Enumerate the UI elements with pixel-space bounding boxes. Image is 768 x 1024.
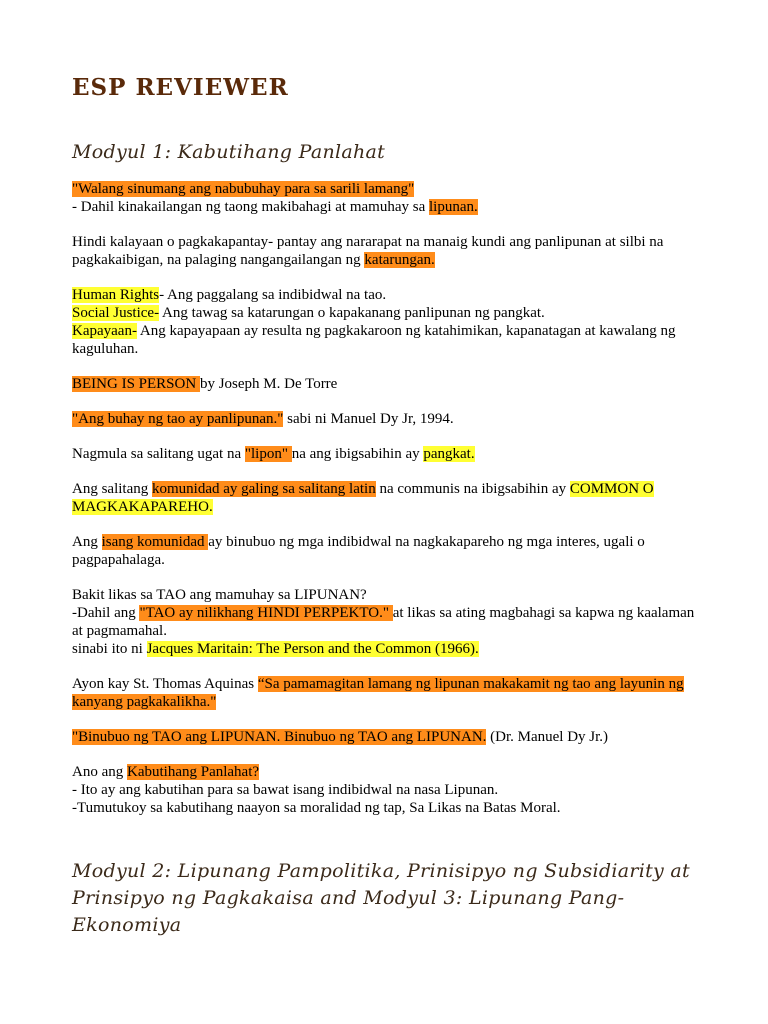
text-run: at likas sa ating magbahagi sa kapwa ng kaalaman at pagmamahal.: [72, 605, 695, 639]
text-run: Ayon kay St. Thomas Aquinas: [72, 676, 258, 692]
highlight-orange: "TAO ay nilikhang HINDI PERPEKTO.": [139, 605, 393, 621]
highlight-orange: lipunan.: [428, 199, 478, 215]
text-run: Ano ang: [72, 764, 127, 780]
highlight-yellow: pangkat.: [423, 446, 475, 462]
paragraph: [72, 763, 702, 817]
highlight-yellow: Human Rights: [72, 287, 160, 303]
text-run: -Tumutukoy sa kabutihang naayon sa moralidad ng tap, Sa Likas na Batas Moral.: [72, 800, 561, 816]
highlight-orange: "lipon": [244, 446, 292, 462]
highlight-orange: katarungan.: [364, 252, 435, 268]
highlight-yellow: Jacques Maritain: The Person and the Common (1966).: [146, 641, 479, 657]
highlight-orange: "Binubuo ng TAO ang LIPUNAN. Binubuo ng TAO ang LIPUNAN.: [72, 729, 487, 745]
paragraph: [72, 675, 702, 711]
text-run: Ang kapayapaan ay resulta ng pagkakaroon ng katahimikan, kapanatagan at kawalang ng kaguluhan.: [72, 323, 676, 357]
highlight-orange: "Walang sinumang ang nabubuhay para sa sarili lamang": [72, 181, 415, 197]
text-run: sabi ni Manuel Dy Jr, 1994.: [283, 411, 454, 427]
text-run: by Joseph M. De Torre: [199, 376, 338, 392]
highlight-yellow: COMMON O MAGKAKAPAREHO.: [72, 481, 654, 515]
document-body: [72, 180, 702, 834]
text-run: ay binubuo ng mga indibidwal na nagkakapareho ng mga interes, ugali o pagpapahalaga.: [72, 534, 645, 568]
paragraph: [72, 533, 702, 569]
highlight-orange: BEING IS PERSON: [72, 376, 200, 392]
highlight-orange: Kabutihang Panlahat?: [127, 764, 260, 780]
paragraph: [72, 233, 702, 269]
modyul-1-heading: Modyul 1: Kabutihang Panlahat: [72, 141, 386, 163]
text-run: Ang: [72, 534, 102, 550]
text-run: Ang tawag sa katarungan o kapakanang panlipunan ng pangkat.: [159, 305, 545, 321]
text-run: na ang ibigsabihin ay: [291, 446, 424, 462]
text-run: (Dr. Manuel Dy Jr.): [486, 729, 609, 745]
highlight-orange: "Ang buhay ng tao ay panlipunan.": [72, 411, 284, 427]
highlight-orange: komunidad ay galing sa salitang latin: [152, 481, 376, 497]
definitions: [72, 286, 702, 358]
text-run: - Ito ay ang kabutihan para sa bawat isang indibidwal na nasa Lipunan.: [72, 782, 499, 798]
paragraph: [72, 410, 702, 428]
document-title: ESP REVIEWER: [72, 74, 289, 101]
paragraph: [72, 586, 702, 658]
paragraph: [72, 728, 702, 746]
paragraph: [72, 445, 702, 463]
text-run: Bakit likas sa TAO ang mamuhay sa LIPUNAN?: [72, 587, 367, 603]
text-run: Nagmula sa salitang ugat na: [72, 446, 245, 462]
text-run: Ang salitang: [72, 481, 152, 497]
highlight-orange: “Sa pamamagitan lamang ng lipunan makakamit ng tao ang layunin ng kanyang pagkakalikha.": [72, 676, 684, 710]
text-run: na communis na ibigsabihin ay: [375, 481, 570, 497]
highlight-orange: isang komunidad: [101, 534, 209, 550]
paragraph: [72, 375, 702, 393]
highlight-yellow: Social Justice-: [72, 305, 160, 321]
text-run: - Dahil kinakailangan ng taong makibahagi at mamuhay sa: [72, 199, 429, 215]
highlight-yellow: Kapayaan-: [72, 323, 137, 339]
text-run: -Dahil ang: [72, 605, 140, 621]
text-run: Hindi kalayaan o pagkakapantay- pantay ang nararapat na manaig kundi ang panlipunan at silbi na pagkakaibigan, na palaging nangangailangan ng: [72, 234, 664, 268]
modyul-2-3-heading: Modyul 2: Lipunang Pampolitika, Prinisipyo ng Subsidiarity at Prinsipyo ng Pagkakaisa and Modyul 3: Lipunang Pang-Ekonomiya: [72, 860, 690, 936]
text-run: - Ang paggalang sa indibidwal na tao.: [159, 287, 387, 303]
paragraph: [72, 180, 702, 216]
paragraph: [72, 480, 702, 516]
text-run: sinabi ito ni: [72, 641, 147, 657]
